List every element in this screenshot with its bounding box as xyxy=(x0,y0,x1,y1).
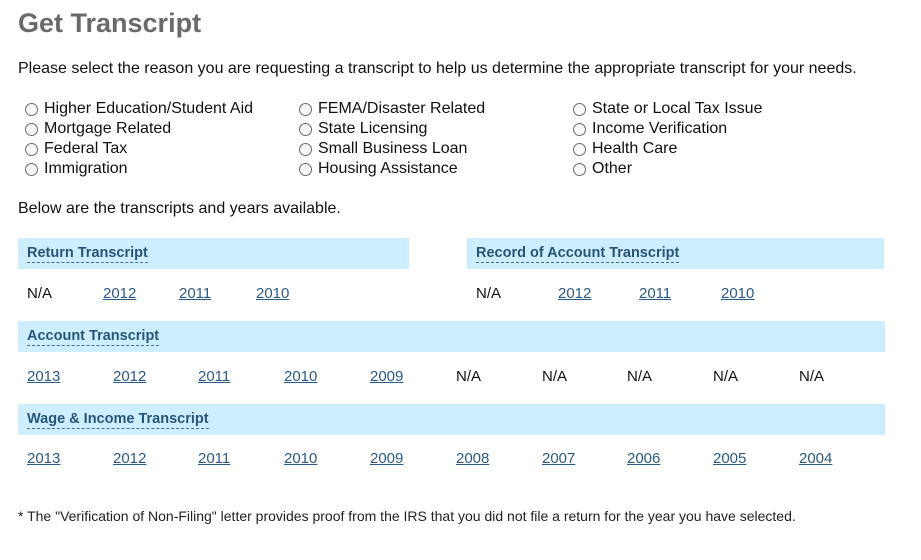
year-link[interactable]: 2006 xyxy=(627,450,661,467)
year-link[interactable]: 2010 xyxy=(284,368,318,385)
year-na: N/A xyxy=(542,368,568,385)
reason-option[interactable] xyxy=(299,119,573,139)
return-transcript-title[interactable]: Return Transcript xyxy=(27,244,148,261)
return-transcript-header xyxy=(18,238,409,269)
reason-label: Health Care xyxy=(592,140,678,157)
reason-label: State or Local Tax Issue xyxy=(592,100,763,117)
reason-label: Higher Education/Student Aid xyxy=(44,100,254,117)
wage-income-header xyxy=(18,404,885,435)
reason-option[interactable] xyxy=(25,139,299,159)
reason-option[interactable] xyxy=(299,99,573,119)
radio-button[interactable] xyxy=(299,123,312,136)
reason-radio-group xyxy=(25,99,905,179)
availability-text: Below are the transcripts and years available. xyxy=(18,200,341,217)
reason-label: Federal Tax xyxy=(44,140,128,157)
year-na: N/A xyxy=(476,285,502,302)
record-of-account-header xyxy=(467,238,884,269)
year-link[interactable]: 2012 xyxy=(113,450,147,467)
year-link[interactable]: 2011 xyxy=(198,450,231,467)
radio-button[interactable] xyxy=(573,163,586,176)
radio-button[interactable] xyxy=(299,143,312,156)
year-link[interactable]: 2009 xyxy=(370,368,404,385)
year-link[interactable]: 2009 xyxy=(370,450,404,467)
year-na: N/A xyxy=(456,368,482,385)
reason-label: Mortgage Related xyxy=(44,120,172,137)
radio-button[interactable] xyxy=(573,103,586,116)
year-link[interactable]: 2012 xyxy=(558,285,592,302)
year-link[interactable]: 2011 xyxy=(198,368,231,385)
account-transcript-title[interactable]: Account Transcript xyxy=(27,327,160,344)
reason-label: Income Verification xyxy=(592,120,728,137)
return-transcript-years xyxy=(27,284,407,304)
reason-option[interactable] xyxy=(299,139,573,159)
reason-label: Housing Assistance xyxy=(318,160,458,177)
page-title: Get Transcript xyxy=(18,8,202,38)
reason-option[interactable] xyxy=(299,159,573,179)
radio-button[interactable] xyxy=(25,143,38,156)
reason-option[interactable] xyxy=(573,159,893,179)
year-link[interactable]: 2011 xyxy=(179,285,212,302)
year-link[interactable]: 2012 xyxy=(113,368,147,385)
reason-option[interactable] xyxy=(573,119,893,139)
reason-label: Immigration xyxy=(44,160,128,177)
reason-option[interactable] xyxy=(573,99,893,119)
radio-button[interactable] xyxy=(299,163,312,176)
record-of-account-title[interactable]: Record of Account Transcript xyxy=(476,244,680,261)
year-na: N/A xyxy=(799,368,825,385)
reason-label: State Licensing xyxy=(318,120,428,137)
year-link[interactable]: 2013 xyxy=(27,450,61,467)
radio-button[interactable] xyxy=(25,123,38,136)
reason-label: FEMA/Disaster Related xyxy=(318,100,486,117)
year-na: N/A xyxy=(713,368,739,385)
reason-label: Small Business Loan xyxy=(318,140,468,157)
year-link[interactable]: 2004 xyxy=(799,450,833,467)
radio-button[interactable] xyxy=(573,143,586,156)
radio-button[interactable] xyxy=(25,103,38,116)
wage-income-years xyxy=(27,449,887,469)
record-of-account-years xyxy=(476,284,876,304)
reason-option[interactable] xyxy=(573,139,893,159)
reason-option[interactable] xyxy=(25,119,299,139)
year-na: N/A xyxy=(27,285,53,302)
year-link[interactable]: 2011 xyxy=(639,285,672,302)
year-na: N/A xyxy=(627,368,653,385)
year-link[interactable]: 2005 xyxy=(713,450,747,467)
reason-option[interactable] xyxy=(25,99,299,119)
reason-option[interactable] xyxy=(25,159,299,179)
intro-text: Please select the reason you are requesting a transcript to help us determine the appropriate transcript for your needs. xyxy=(18,60,857,77)
wage-income-title[interactable]: Wage & Income Transcript xyxy=(27,410,209,427)
year-link[interactable]: 2012 xyxy=(103,285,137,302)
radio-button[interactable] xyxy=(299,103,312,116)
account-transcript-header xyxy=(18,321,885,352)
radio-button[interactable] xyxy=(25,163,38,176)
year-link[interactable]: 2007 xyxy=(542,450,576,467)
year-link[interactable]: 2013 xyxy=(27,368,61,385)
year-link[interactable]: 2010 xyxy=(256,285,290,302)
radio-button[interactable] xyxy=(573,123,586,136)
year-link[interactable]: 2008 xyxy=(456,450,490,467)
reason-label: Other xyxy=(592,160,633,177)
year-link[interactable]: 2010 xyxy=(721,285,755,302)
account-transcript-years xyxy=(27,367,887,387)
footnote: * The "Verification of Non-Filing" letter provides proof from the IRS that you did not file a return for the year you have selected. xyxy=(18,508,796,524)
year-link[interactable]: 2010 xyxy=(284,450,318,467)
